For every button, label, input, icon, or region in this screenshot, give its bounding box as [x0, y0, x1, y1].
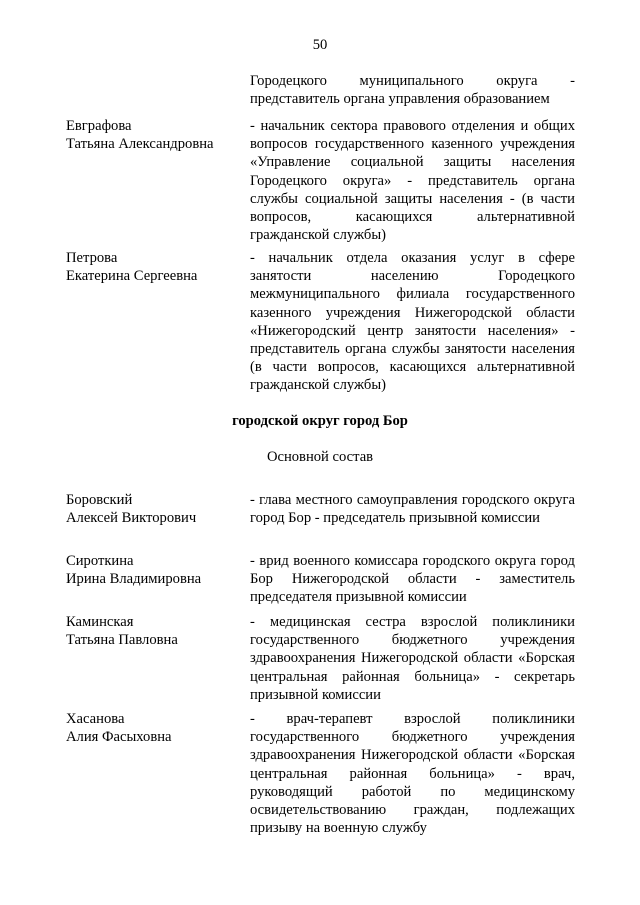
member-role: - медицинская сестра взрослой поликлиники государственного бюджетного учреждения здравоохранения Нижегородской области «Борская центральная районная больница» - секретарь призывной комиссии [250, 614, 575, 703]
member-given-names: Ирина Владимировна [66, 571, 202, 588]
member-name [66, 613, 246, 649]
member-surname: Сироткина [66, 553, 134, 569]
member-role: - начальник сектора правового отделения и общих вопросов государственного казенного учреждения «Управление социальной защиты населения Городецкого округа» - представитель органа службы социальной защиты населения - (в части вопросов, касающихся альтернативной гражданской службы) [250, 118, 575, 244]
subsection-title: Основной состав [266, 449, 374, 465]
member-name [66, 710, 246, 746]
member-given-names: Татьяна Александровна [66, 136, 214, 153]
member-role: - врач-терапевт взрослой поликлиники государственного бюджетного учреждения здравоохранения Нижегородской области «Борская центральная районная больница» - врач, руководящий работой по медицинскому освидетельствованию граждан, подлежащих призыву на военную службу [250, 711, 575, 837]
continuation-text: Городецкого муниципального округа - представитель органа управления образованием [250, 73, 575, 108]
member-name [66, 249, 246, 285]
member-surname: Петрова [66, 250, 118, 266]
member-name [66, 491, 246, 527]
member-name [66, 552, 246, 588]
member-given-names: Алия Фасыховна [66, 729, 172, 746]
page-number: 50 [312, 37, 328, 53]
member-surname: Каминская [66, 614, 134, 630]
section-title: городской округ город Бор [232, 413, 408, 429]
member-surname: Хасанова [66, 711, 125, 727]
member-given-names: Екатерина Сергеевна [66, 268, 198, 285]
member-role: - начальник отдела оказания услуг в сфере занятости населению Городецкого межмуниципального филиала государственного казенного учреждения Нижегородской области «Нижегородский центр занятости населения» - представитель органа службы занятости населения (в части вопросов, касающихся альтернативной гражданской службы) [250, 250, 575, 394]
member-given-names: Алексей Викторович [66, 510, 197, 527]
member-name [66, 117, 246, 153]
member-surname: Евграфова [66, 118, 132, 134]
member-role: - глава местного самоуправления городского округа город Бор - председатель призывной комиссии [250, 492, 575, 527]
member-surname: Боровский [66, 492, 133, 508]
member-role: - врид военного комиссара городского округа город Бор Нижегородской области - заместитель председателя призывной комиссии [250, 553, 575, 606]
member-given-names: Татьяна Павловна [66, 632, 178, 649]
